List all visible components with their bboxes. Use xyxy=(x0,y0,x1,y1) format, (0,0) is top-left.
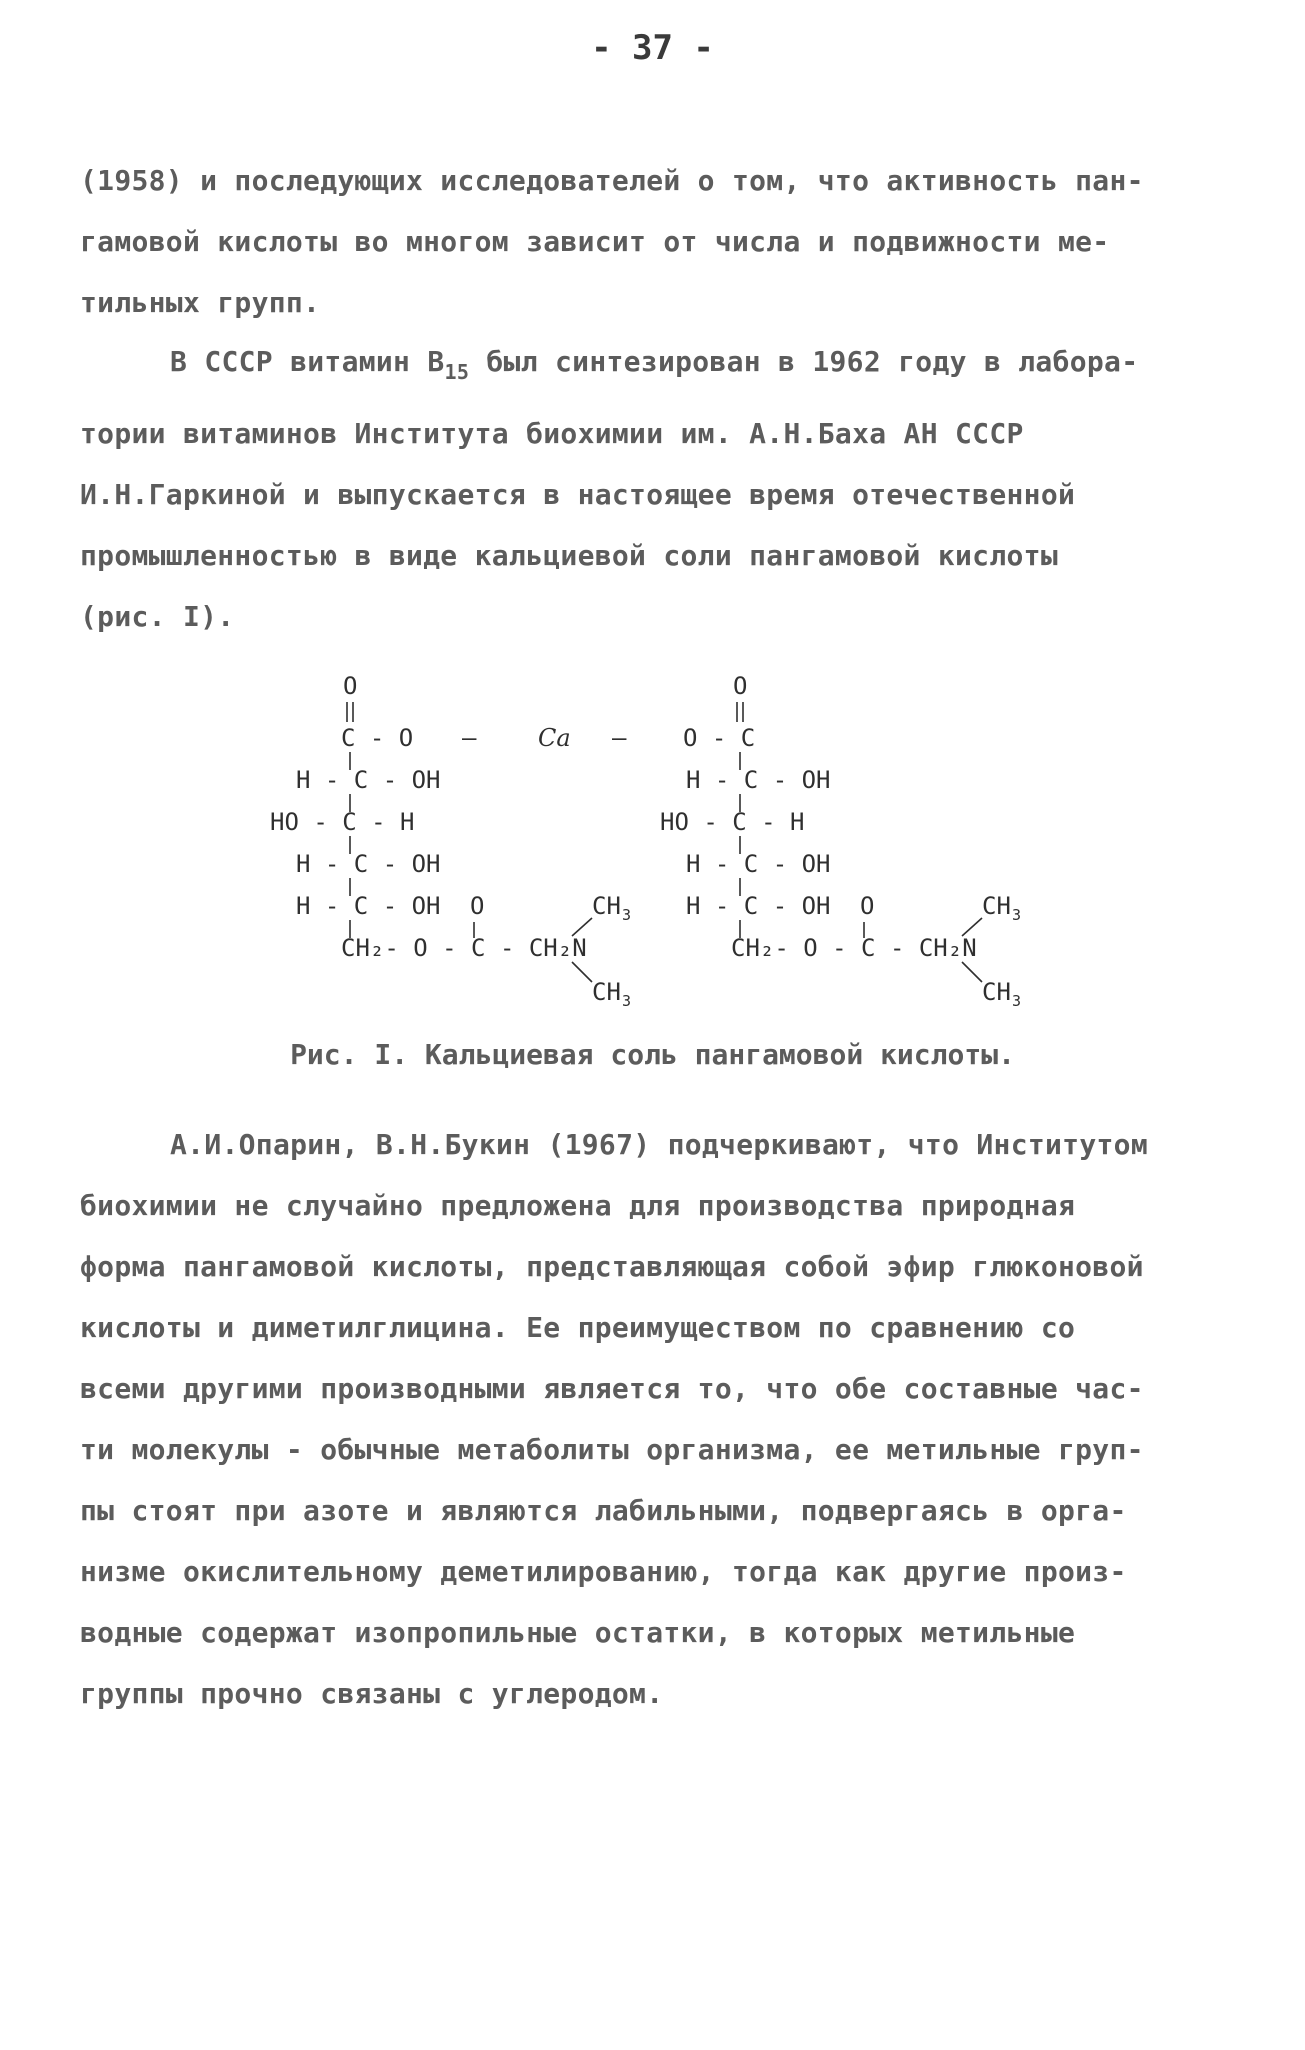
carboxyl-group: O - C xyxy=(683,724,756,752)
ester-chain: CH₂- O - C - CH₂N xyxy=(341,934,587,962)
oxygen-atom: O xyxy=(470,892,485,920)
text-fragment: был синтезирован в 1962 году в лабора- xyxy=(469,345,1139,378)
hydroxyl-row: H - C - OH xyxy=(296,892,441,920)
text-line: тильных групп. xyxy=(80,286,321,319)
oxygen-atom: O xyxy=(733,672,748,700)
methyl-subscript: 3 xyxy=(1012,992,1022,1010)
figure-caption: Рис. I. Кальциевая соль пангамовой кислоты. xyxy=(290,1038,1015,1071)
hydroxyl-row: H - C - OH xyxy=(686,850,831,878)
methyl-group: CH xyxy=(592,978,621,1006)
hydroxyl-row: HO - C - H xyxy=(660,808,805,836)
methyl-group: CH xyxy=(982,892,1011,920)
hydroxyl-row: H - C - OH xyxy=(296,850,441,878)
text-line: ти молекулы - обычные метаболиты организма, ее метильные груп- xyxy=(80,1433,1144,1466)
text-line xyxy=(80,331,1240,403)
vitamin-subscript: 15 xyxy=(444,360,470,384)
bond-dash: — xyxy=(462,724,477,752)
methyl-group: CH xyxy=(982,978,1011,1006)
bond-dash: — xyxy=(612,724,627,752)
text-line: форма пангамовой кислоты, представляющая собой эфир глюконовой xyxy=(80,1250,1144,1283)
ester-chain: CH₂- O - C - CH₂N xyxy=(731,934,977,962)
oxygen-atom: O xyxy=(860,892,875,920)
bond xyxy=(962,962,982,982)
text-line: водные содержат изопропильные остатки, в которых метильные xyxy=(80,1616,1076,1649)
structural-formula xyxy=(0,660,1305,1020)
text-line: пы стоят при азоте и являются лабильными, подвергаясь в орга- xyxy=(80,1494,1127,1527)
text-fragment: В СССР витамин В xyxy=(170,345,445,378)
text-line: промышленностью в виде кальциевой соли пангамовой кислоты xyxy=(80,539,1058,572)
page-number: - 37 - xyxy=(591,28,714,68)
text-line: биохимии не случайно предложена для производства природная xyxy=(80,1189,1076,1222)
text-line: И.Н.Гаркиной и выпускается в настоящее время отечественной xyxy=(80,478,1076,511)
carboxyl-group: C - O xyxy=(341,724,414,752)
hydroxyl-row: H - C - OH xyxy=(686,766,831,794)
methyl-group: CH xyxy=(592,892,621,920)
text-line: гамовой кислоты во многом зависит от числа и подвижности ме- xyxy=(80,225,1110,258)
text-line: группы прочно связаны с углеродом. xyxy=(80,1677,664,1710)
methyl-subscript: 3 xyxy=(622,992,632,1010)
text-line: А.И.Опарин, В.Н.Букин (1967) подчеркивают, что Институтом xyxy=(170,1128,1148,1161)
paragraph-2 xyxy=(80,331,1240,647)
text-line: всеми другими производными является то, что обе составные час- xyxy=(80,1372,1144,1405)
hydroxyl-row: HO - C - H xyxy=(270,808,415,836)
text-line: низме окислительному деметилированию, тогда как другие произ- xyxy=(80,1555,1127,1588)
text-line: (1958) и последующих исследователей о том, что активность пан- xyxy=(80,164,1144,197)
methyl-subscript: 3 xyxy=(1012,906,1022,924)
hydroxyl-row: H - C - OH xyxy=(296,766,441,794)
text-line: тории витаминов Института биохимии им. А.Н.Баха АН СССР xyxy=(80,417,1024,450)
paragraph-1 xyxy=(80,150,1240,333)
methyl-subscript: 3 xyxy=(622,906,632,924)
calcium-atom: Ca xyxy=(538,724,571,752)
text-line: кислоты и диметилглицина. Ее преимуществом по сравнению со xyxy=(80,1311,1076,1344)
text-line: (рис. I). xyxy=(80,600,235,633)
oxygen-atom: O xyxy=(343,672,358,700)
hydroxyl-row: H - C - OH xyxy=(686,892,831,920)
paragraph-3 xyxy=(80,1114,1240,1724)
bond xyxy=(572,962,592,982)
